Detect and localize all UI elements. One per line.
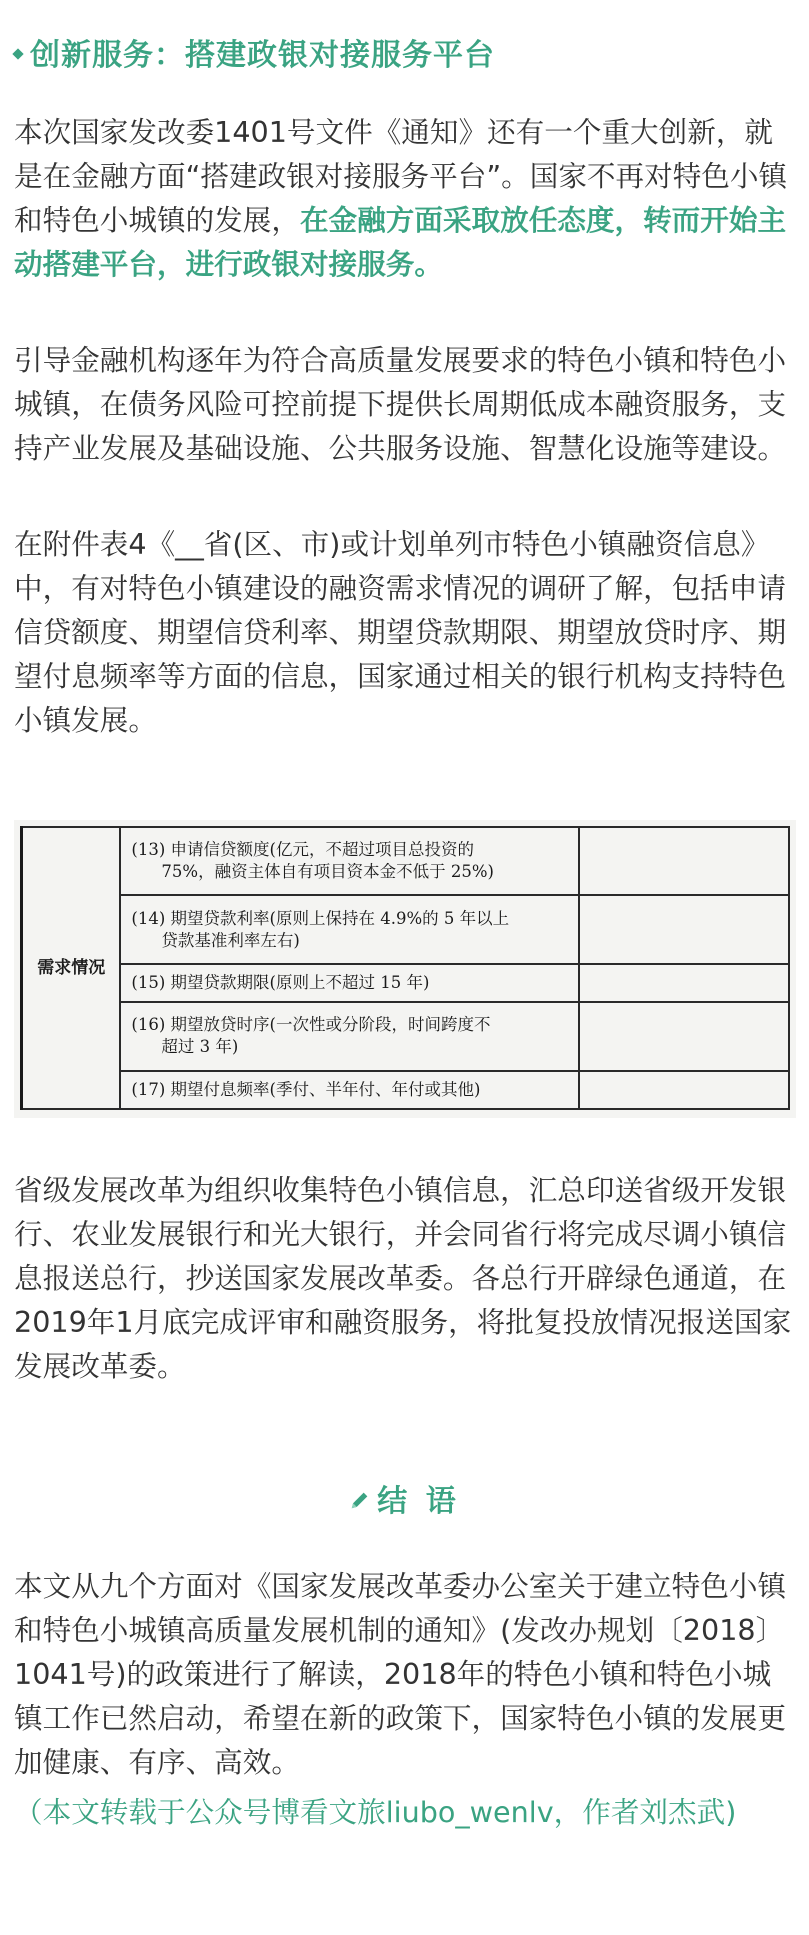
table-cell-item	[120, 1071, 579, 1109]
paragraph-5: 本文从九个方面对《国家发展改革委办公室关于建立特色小镇和特色小城镇高质量发展机制的通知》(发改办规划〔2018〕1041号)的政策进行了解读，2018年的特色小镇和特色小城镇工作已然启动，希望在新的政策下，国家特色小镇的发展更加健康、有序、高效。	[14, 1569, 787, 1779]
table-row	[22, 1071, 790, 1109]
table-cell-blank	[579, 964, 789, 1002]
paragraph-1-highlight: 在金融方面采取放任态度，转而开始主动搭建平台，进行政银对接服务。	[14, 203, 787, 281]
item-line2: 贷款基准利率左右)	[161, 930, 300, 950]
table-cell-item	[120, 1002, 579, 1070]
section-heading	[14, 30, 495, 74]
source-note: （本文转载于公众号博看文旅liubo_wenlv，作者刘杰武)	[14, 1795, 737, 1829]
row-label: 需求情况	[22, 827, 121, 1109]
item-line2: 75%，融资主体自有项目资本金不低于 25%)	[161, 862, 494, 882]
paragraph-1	[14, 110, 796, 286]
financing-demand-table	[20, 826, 790, 1110]
item-line1: (13) 申请信贷额度(亿元，不超过项目总投资的	[131, 840, 474, 860]
section-heading-text: 创新服务：搭建政银对接服务平台	[30, 38, 495, 73]
table-cell-blank	[579, 827, 789, 895]
item-line1: (16) 期望放贷时序(一次性或分阶段，时间跨度不	[131, 1015, 491, 1035]
item-line1: (17) 期望付息频率(季付、半年付、年付或其他)	[131, 1079, 481, 1099]
item-line1: (15) 期望贷款期限(原则上不超过 15 年)	[131, 973, 430, 993]
table-row	[22, 895, 790, 963]
table-row	[22, 1002, 790, 1070]
table-row	[22, 827, 790, 895]
paragraph-2: 引导金融机构逐年为符合高质量发展要求的特色小镇和特色小城镇，在债务风险可控前提下提供长周期低成本融资服务，支持产业发展及基础设施、公共服务设施、智慧化设施等建设。	[14, 343, 787, 465]
paragraph-3: 在附件表4《__省(区、市)或计划单列市特色小镇融资信息》中，有对特色小镇建设的融资需求情况的调研了解，包括申请信贷额度、期望信贷利率、期望贷款期限、期望放贷时序、期望付息频率等方面的信息，国家通过相关的银行机构支持特色小镇发展。	[14, 527, 787, 737]
pencil-icon	[349, 1489, 371, 1511]
item-line1: (14) 期望贷款利率(原则上保持在 4.9%的 5 年以上	[131, 908, 510, 928]
conclusion-title: 结 语	[377, 1484, 460, 1519]
table-cell-item	[120, 827, 579, 895]
table-cell-item	[120, 895, 579, 963]
table-cell-blank	[579, 895, 789, 963]
diamond-bullet-icon	[12, 48, 23, 59]
paragraph-4: 省级发展改革为组织收集特色小镇信息，汇总印送省级开发银行、农业发展银行和光大银行，并会同省行将完成尽调小镇信息报送总行，抄送国家发展改革委。各总行开辟绿色通道，在2019年1月底完成评审和融资服务，将批复投放情况报送国家发展改革委。	[14, 1173, 792, 1383]
table-cell-item	[120, 964, 579, 1002]
table-cell-blank	[579, 1071, 789, 1109]
paragraph-1-text: 本次国家发改委1401号文件《通知》还有一个重大创新，就是在金融方面“搭建政银对接服务平台”。国家不再对特色小镇和特色小城镇的发展，	[14, 115, 788, 237]
conclusion-heading	[0, 1476, 809, 1520]
item-line2: 超过 3 年)	[161, 1037, 239, 1057]
table-cell-blank	[579, 1002, 789, 1070]
scanned-table-image	[14, 820, 796, 1118]
table-row	[22, 964, 790, 1002]
